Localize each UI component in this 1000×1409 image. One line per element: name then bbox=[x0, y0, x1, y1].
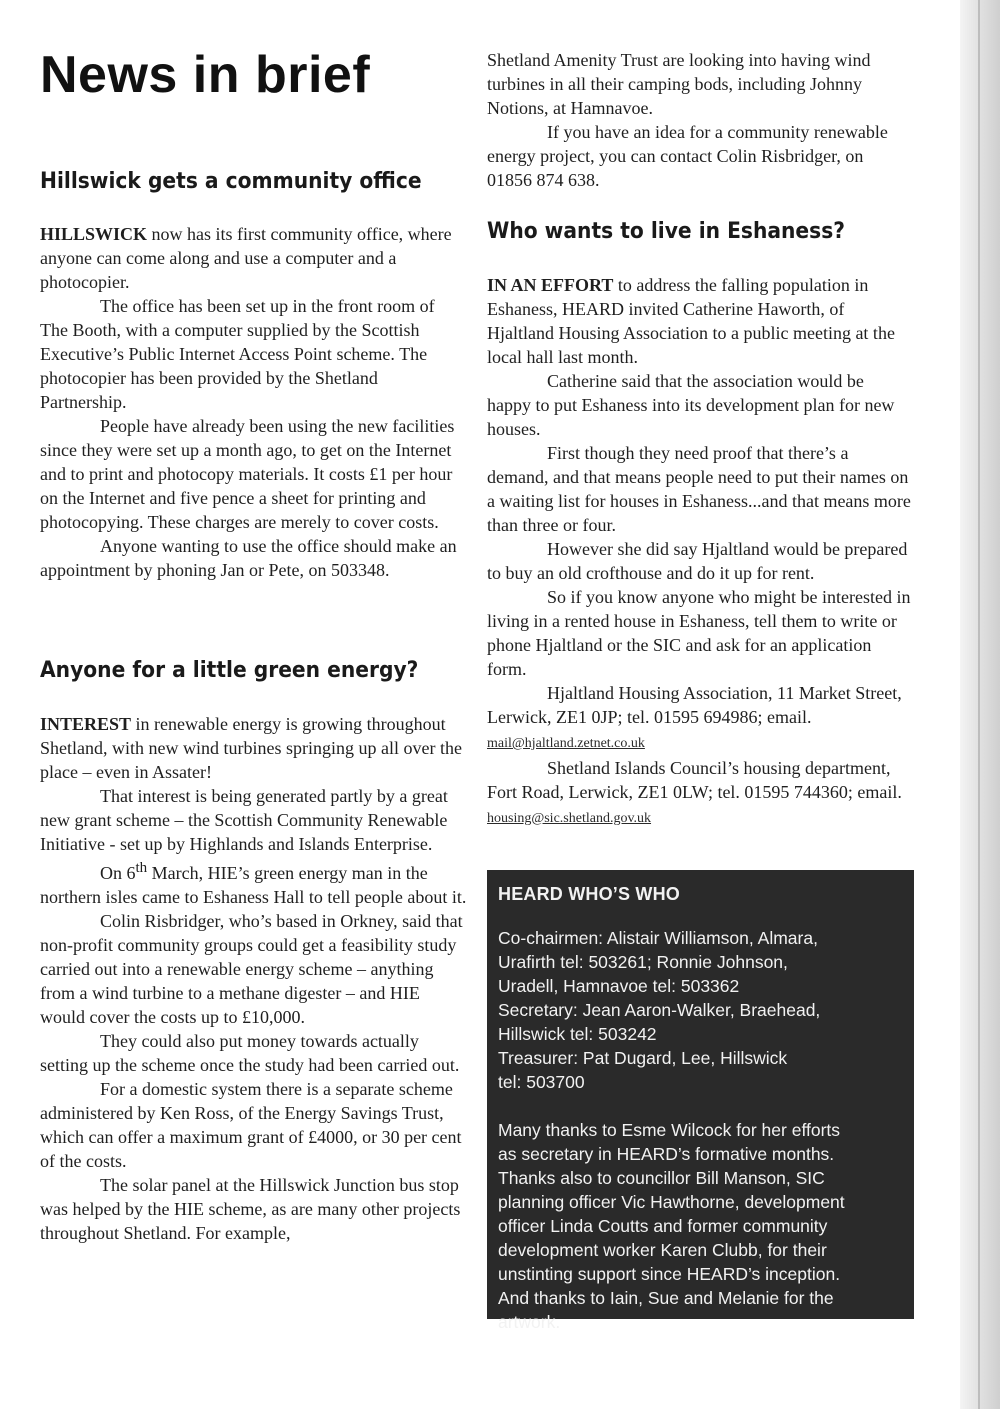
paragraph bbox=[487, 729, 912, 756]
article-green-energy-continued bbox=[487, 48, 907, 192]
lead-word: HILLSWICK bbox=[40, 224, 148, 244]
whos-who-line: Treasurer: Pat Dugard, Lee, Hillswick bbox=[498, 1048, 788, 1068]
thanks-line: unstinting support since HEARD’s inception. bbox=[498, 1264, 841, 1284]
paragraph: For a domestic system there is a separate scheme administered by Ken Ross, of the Energy Savings Trust, which can offer a maximum grant of £4000, or 30 per cent of the costs. bbox=[40, 1079, 462, 1171]
spacer bbox=[498, 1094, 903, 1118]
heading-eshaness: Who wants to live in Eshaness? bbox=[487, 219, 845, 244]
thanks-line: planning officer Vic Hawthorne, development bbox=[498, 1192, 845, 1212]
paragraph: The solar panel at the Hillswick Junction bus stop was helped by the HIE scheme, as are many other projects throughout Shetland. For example, bbox=[40, 1175, 461, 1243]
thanks-line: And thanks to Iain, Sue and Melanie for the bbox=[498, 1288, 834, 1308]
email-link-hjaltland[interactable]: mail@hjaltland.zetnet.co.uk bbox=[487, 736, 645, 751]
paragraph: They could also put money towards actually setting up the scheme once the study had been carried out. bbox=[40, 1031, 460, 1075]
paragraph: Hjaltland Housing Association, 11 Market Street, Lerwick, ZE1 0JP; tel. 01595 694986; email. bbox=[487, 683, 902, 727]
paragraph: INTEREST in renewable energy is growing throughout Shetland, with new wind turbines springing up all over the place – even in Assater! bbox=[40, 714, 462, 782]
page-edge-shadow bbox=[978, 0, 980, 1409]
whos-who-line: Co-chairmen: Alistair Williamson, Almara, bbox=[498, 928, 818, 948]
paragraph: Catherine said that the association would be happy to put Eshaness into its development plan for new houses. bbox=[487, 371, 895, 439]
article-eshaness bbox=[487, 273, 912, 831]
thanks-line: as secretary in HEARD’s formative months. bbox=[498, 1144, 835, 1164]
paragraph: HILLSWICK now has its first community office, where anyone can come along and use a computer and a photocopier. bbox=[40, 224, 452, 292]
paragraph: IN AN EFFORT to address the falling population in Eshaness, HEARD invited Catherine Haworth, of Hjaltland Housing Association to a public meeting at the local hall last month. bbox=[487, 275, 895, 367]
heading-green-energy: Anyone for a little green energy? bbox=[40, 658, 419, 683]
paragraph: People have already been using the new facilities since they were set up a month ago, to get on the Internet and to print and photocopy materials. It costs £1 per hour on the Internet and five pence a sheet for printing and photocopying. These charges are merely to cover costs. bbox=[40, 416, 455, 532]
thanks-line: artwork. bbox=[498, 1312, 561, 1332]
paragraph: If you have an idea for a community renewable energy project, you can contact Colin Risbridger, on 01856 874 638. bbox=[487, 122, 888, 190]
lead-word: INTEREST bbox=[40, 714, 132, 734]
whos-who-line: Uradell, Hamnavoe tel: 503362 bbox=[498, 976, 740, 996]
article-green-energy bbox=[40, 712, 468, 1245]
paragraph: However she did say Hjaltland would be prepared to buy an old crofthouse and do it up for rent. bbox=[487, 539, 908, 583]
article-hillswick bbox=[40, 222, 465, 582]
whos-who-line: Hillswick tel: 503242 bbox=[498, 1024, 657, 1044]
page-edge bbox=[960, 0, 1000, 1409]
thanks-line: development worker Karen Clubb, for their bbox=[498, 1240, 827, 1260]
paragraph: The office has been set up in the front room of The Booth, with a computer supplied by the Scottish Executive’s Public Internet Access Point scheme. The photocopier has been provided by the Shetland Partnership. bbox=[40, 296, 435, 412]
paragraph: So if you know anyone who might be interested in living in a rented house in Eshaness, tell them to write or phone Hjaltland or the SIC and ask for an application form. bbox=[487, 587, 911, 679]
paragraph: Shetland Amenity Trust are looking into having wind turbines in all their camping bods, including Johnny Notions, at Hamnavoe. bbox=[487, 50, 871, 118]
lead-word: IN AN EFFORT bbox=[487, 275, 614, 295]
whos-who-line: Secretary: Jean Aaron-Walker, Braehead, bbox=[498, 1000, 821, 1020]
paragraph: First though they need proof that there’s a demand, and that means people need to put their names on a waiting list for houses in Eshaness...and that means more than three or four. bbox=[487, 443, 911, 535]
paragraph: On 6th March, HIE’s green energy man in the northern isles came to Eshaness Hall to tell people about it. bbox=[40, 860, 467, 907]
thanks-line: officer Linda Coutts and former community bbox=[498, 1216, 828, 1236]
heading-hillswick: Hillswick gets a community office bbox=[40, 169, 422, 194]
paragraph: That interest is being generated partly by a great new grant scheme – the Scottish Community Renewable Initiative - set up by Highlands and Islands Enterprise. bbox=[40, 786, 448, 854]
paragraph: Colin Risbridger, who’s based in Orkney, said that non-profit community groups could get a feasibility study carried out into a renewable energy scheme – anything from a wind turbine to a methane digester – and HIE would cover the costs up to £10,000. bbox=[40, 911, 463, 1027]
whos-who-line: tel: 503700 bbox=[498, 1072, 585, 1092]
paragraph: Anyone wanting to use the office should make an appointment by phoning Jan or Pete, on 503348. bbox=[40, 536, 457, 580]
paragraph: Shetland Islands Council’s housing department, Fort Road, Lerwick, ZE1 0LW; tel. 01595 744360; email. housing@sic.shetland.gov.uk bbox=[487, 758, 902, 826]
thanks-line: Many thanks to Esme Wilcock for her efforts bbox=[498, 1120, 841, 1140]
thanks-line: Thanks also to councillor Bill Manson, SIC bbox=[498, 1168, 825, 1188]
whos-who-box bbox=[487, 870, 914, 1332]
page-title: News in brief bbox=[40, 46, 371, 104]
whos-who-line: Urafirth tel: 503261; Ronnie Johnson, bbox=[498, 952, 788, 972]
email-link-sic[interactable]: housing@sic.shetland.gov.uk bbox=[487, 811, 652, 826]
whos-who-heading: HEARD WHO’S WHO bbox=[498, 884, 680, 904]
